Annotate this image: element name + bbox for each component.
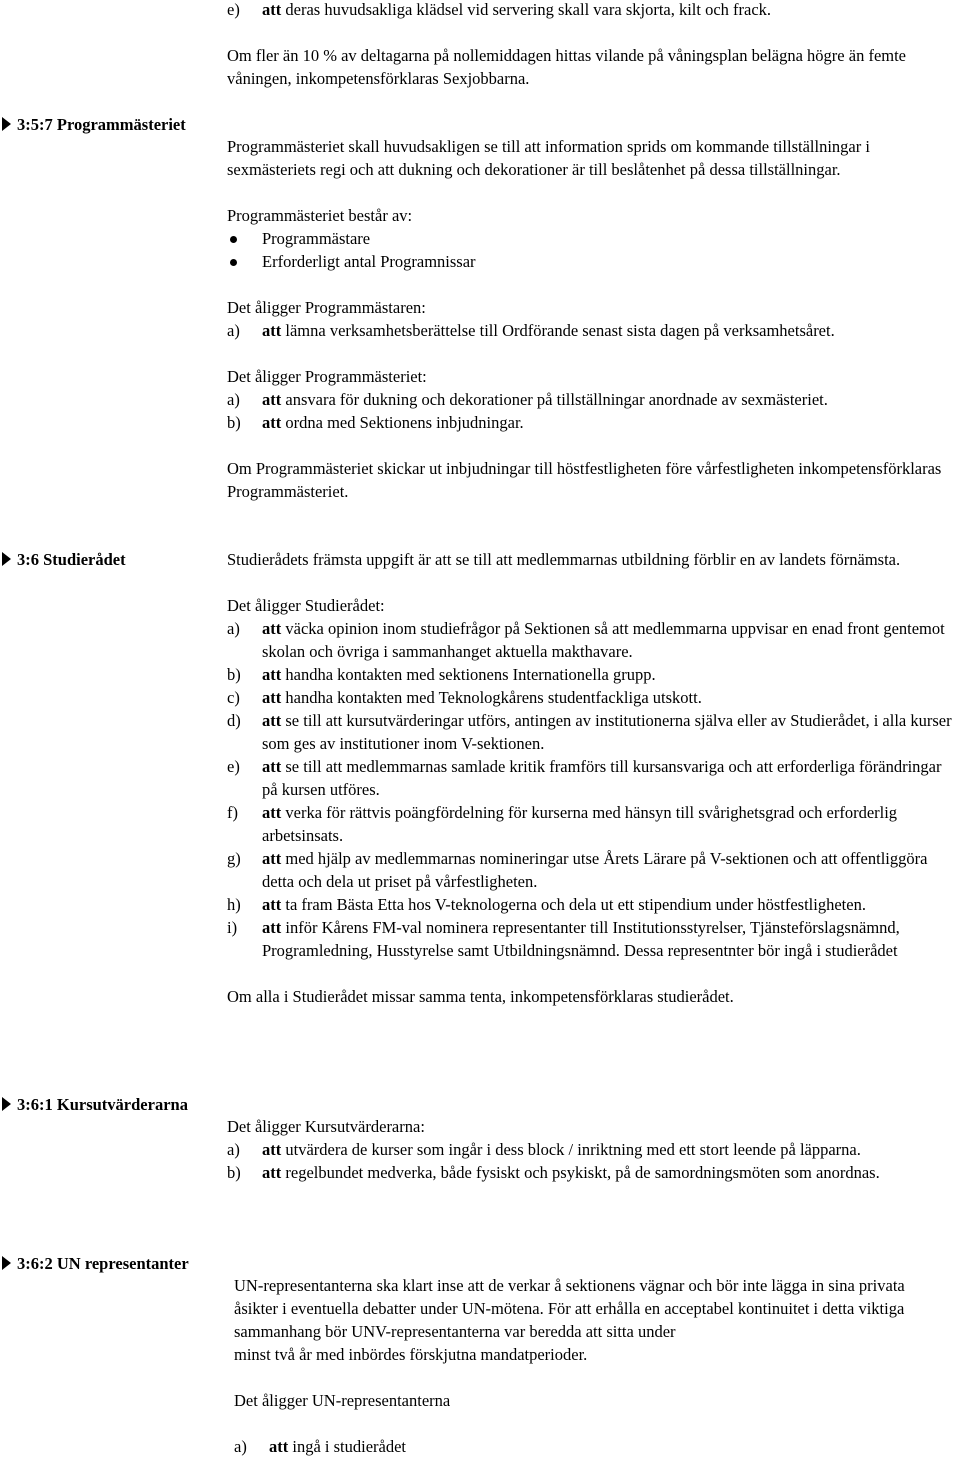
arrow-bullet-icon xyxy=(2,1256,11,1270)
section-heading-kursutvarderarna xyxy=(2,1093,188,1116)
list-item xyxy=(227,1161,952,1184)
list-item xyxy=(227,0,952,21)
att-keyword: att xyxy=(262,1140,282,1159)
item-text: 3:6:1 Kursutvärderarna xyxy=(17,1095,188,1114)
item-text: inför Kårens FM-val nominera representanter till Institutionsstyrelser, Tjänsteförslagsnämnd, Programledning, Husstyrelse samt Utbildningsnämnd. Dessa representnter bör ingå i studierådet xyxy=(262,918,900,960)
closing-paragraph: Om alla i Studierådet missar samma tenta, inkompetensförklaras studierådet. xyxy=(227,987,734,1006)
list-item xyxy=(227,250,952,273)
arrow-bullet-icon xyxy=(2,552,11,566)
item-label: g) xyxy=(227,849,241,868)
item-label: b) xyxy=(227,1163,241,1182)
item-text: ordna med Sektionens inbjudningar. xyxy=(285,413,524,432)
item-text: med hjälp av medlemmarnas nomineringar utse Årets Lärare på V-sektionen och att offentliggöra detta och dela ut priset på vårfestligheten. xyxy=(262,849,928,891)
item-label: e) xyxy=(227,0,240,19)
list-item xyxy=(227,916,952,962)
att-keyword: att xyxy=(262,413,282,432)
item-label: c) xyxy=(227,688,240,707)
item-label: h) xyxy=(227,895,241,914)
att-keyword: att xyxy=(269,1437,289,1456)
list-item xyxy=(227,411,952,434)
item-text: utvärdera de kurser som ingår i dess block / inriktning med ett stort leende på läpparna. xyxy=(285,1140,861,1159)
att-keyword: att xyxy=(262,0,282,19)
list-item xyxy=(227,709,952,755)
duties-title: Det åligger UN-representanterna xyxy=(234,1391,451,1410)
intro-paragraph: Studierådets främsta uppgift är att se till att medlemmarnas utbildning förblir en av landets förnämsta. xyxy=(227,550,901,569)
closing-paragraph: Om Programmästeriet skickar ut inbjudningar till höstfestligheten före vårfestligheten inkompetensförklaras Programmästeriet. xyxy=(227,459,942,501)
item-label: a) xyxy=(227,390,240,409)
item-label: b) xyxy=(227,413,241,432)
arrow-bullet-icon xyxy=(2,1097,11,1111)
item-text: Erforderligt antal Programnissar xyxy=(262,252,476,271)
list-item xyxy=(227,227,952,250)
item-text: se till att kursutvärderingar utförs, antingen av institutionerna själva eller av Studierådet, i alla kurser som ges av institutioner inom V-sektionen. xyxy=(262,711,952,753)
duties-title: Det åligger Studierådet: xyxy=(227,596,385,615)
list-item xyxy=(227,1138,952,1161)
duties-title: Det åligger Kursutvärderarna: xyxy=(227,1117,425,1136)
item-label: i) xyxy=(227,918,238,937)
bullet-icon xyxy=(230,236,237,243)
list-item xyxy=(227,319,952,342)
att-keyword: att xyxy=(262,390,282,409)
list-item xyxy=(234,1435,952,1458)
section-heading-studieradet xyxy=(2,548,126,571)
item-label: e) xyxy=(227,757,240,776)
att-keyword: att xyxy=(262,849,282,868)
item-label: a) xyxy=(227,1140,240,1159)
composition-title: Programmästeriet består av: xyxy=(227,206,413,225)
item-text: Programmästare xyxy=(262,229,371,248)
section-heading-un-representanter xyxy=(2,1252,189,1275)
item-text: ta fram Bästa Etta hos V-teknologerna och dela ut ett stipendium under höstfestligheten. xyxy=(285,895,866,914)
item-label: a) xyxy=(227,321,240,340)
att-keyword: att xyxy=(262,619,282,638)
list-item xyxy=(227,617,952,663)
intro-paragraph-continued: minst två år med inbördes förskjutna mandatperioder. xyxy=(234,1345,588,1364)
list-item xyxy=(227,755,952,801)
item-label: a) xyxy=(227,619,240,638)
item-text: se till att medlemmarnas samlade kritik framförs till kursansvariga och att erforderliga förändringar på kursen utföres. xyxy=(262,757,942,799)
list-item xyxy=(227,663,952,686)
att-keyword: att xyxy=(262,895,282,914)
section-body-un-representanter xyxy=(234,1274,952,1458)
intro-paragraph: Programmästeriet skall huvudsakligen se till att information sprids om kommande tillställningar i sexmästeriets regi och att dukning och dekorationer är till beslåtenhet på dessa tillställningar. xyxy=(227,137,870,179)
item-text: deras huvudsakliga klädsel vid servering skall vara skjorta, kilt och frack. xyxy=(285,0,772,19)
item-text: handha kontakten med Teknologkårens studentfackliga utskott. xyxy=(285,688,702,707)
bullet-icon xyxy=(230,259,237,266)
list-item xyxy=(227,801,952,847)
att-keyword: att xyxy=(262,803,282,822)
item-label: b) xyxy=(227,665,241,684)
item-text: lämna verksamhetsberättelse till Ordförande senast sista dagen på verksamhetsåret. xyxy=(285,321,835,340)
intro-paragraph: UN-representanterna ska klart inse att de verkar å sektionens vägnar och bör inte lägga in sina privata åsikter i eventuella debatter under UN-mötena. För att erhålla en acceptabel kontinuitet i detta viktiga sammanhang bör UNV-representanterna var beredda att sitta under xyxy=(234,1276,905,1341)
section-body-programmasteriet xyxy=(227,135,952,503)
item-text: verka för rättvis poängfördelning för kurserna med hänsyn till svårighetsgrad och erforderlig arbetsinsats. xyxy=(262,803,898,845)
duties-title: Det åligger Programmästaren: xyxy=(227,298,426,317)
top-continuation xyxy=(227,0,952,90)
list-item xyxy=(227,847,952,893)
section-body-studieradet xyxy=(227,548,952,1008)
item-text: handha kontakten med sektionens Internationella grupp. xyxy=(285,665,656,684)
list-item xyxy=(227,388,952,411)
att-keyword: att xyxy=(262,711,282,730)
duties-title: Det åligger Programmästeriet: xyxy=(227,367,427,386)
att-keyword: att xyxy=(262,321,282,340)
item-text: regelbundet medverka, både fysiskt och psykiskt, på de samordningsmöten som anordnas. xyxy=(285,1163,880,1182)
item-text: 3:6 Studierådet xyxy=(17,550,126,569)
item-text: ingå i studierådet xyxy=(292,1437,407,1456)
item-label: d) xyxy=(227,711,241,730)
item-label: f) xyxy=(227,803,238,822)
section-heading-programmasteriet xyxy=(2,113,186,136)
item-text: 3:6:2 UN representanter xyxy=(17,1254,189,1273)
att-keyword: att xyxy=(262,688,282,707)
att-keyword: att xyxy=(262,665,282,684)
item-label: a) xyxy=(234,1437,247,1456)
item-text: väcka opinion inom studiefrågor på Sektionen så att medlemmarna uppvisar en enad front gentemot skolan och övriga i sammanhanget aktuella makthavare. xyxy=(262,619,945,661)
section-body-kursutvarderarna xyxy=(227,1115,952,1184)
item-text: 3:5:7 Programmästeriet xyxy=(17,115,186,134)
att-keyword: att xyxy=(262,757,282,776)
list-item xyxy=(227,686,952,709)
list-item xyxy=(227,893,952,916)
att-keyword: att xyxy=(262,918,282,937)
att-keyword: att xyxy=(262,1163,282,1182)
item-text: ansvara för dukning och dekorationer på tillställningar anordnade av sexmästeriet. xyxy=(285,390,828,409)
arrow-bullet-icon xyxy=(2,117,11,131)
nollemiddag-paragraph: Om fler än 10 % av deltagarna på nollemiddagen hittas vilande på våningsplan belägna högre än femte våningen, inkompetensförklaras Sexjobbarna. xyxy=(227,46,907,88)
